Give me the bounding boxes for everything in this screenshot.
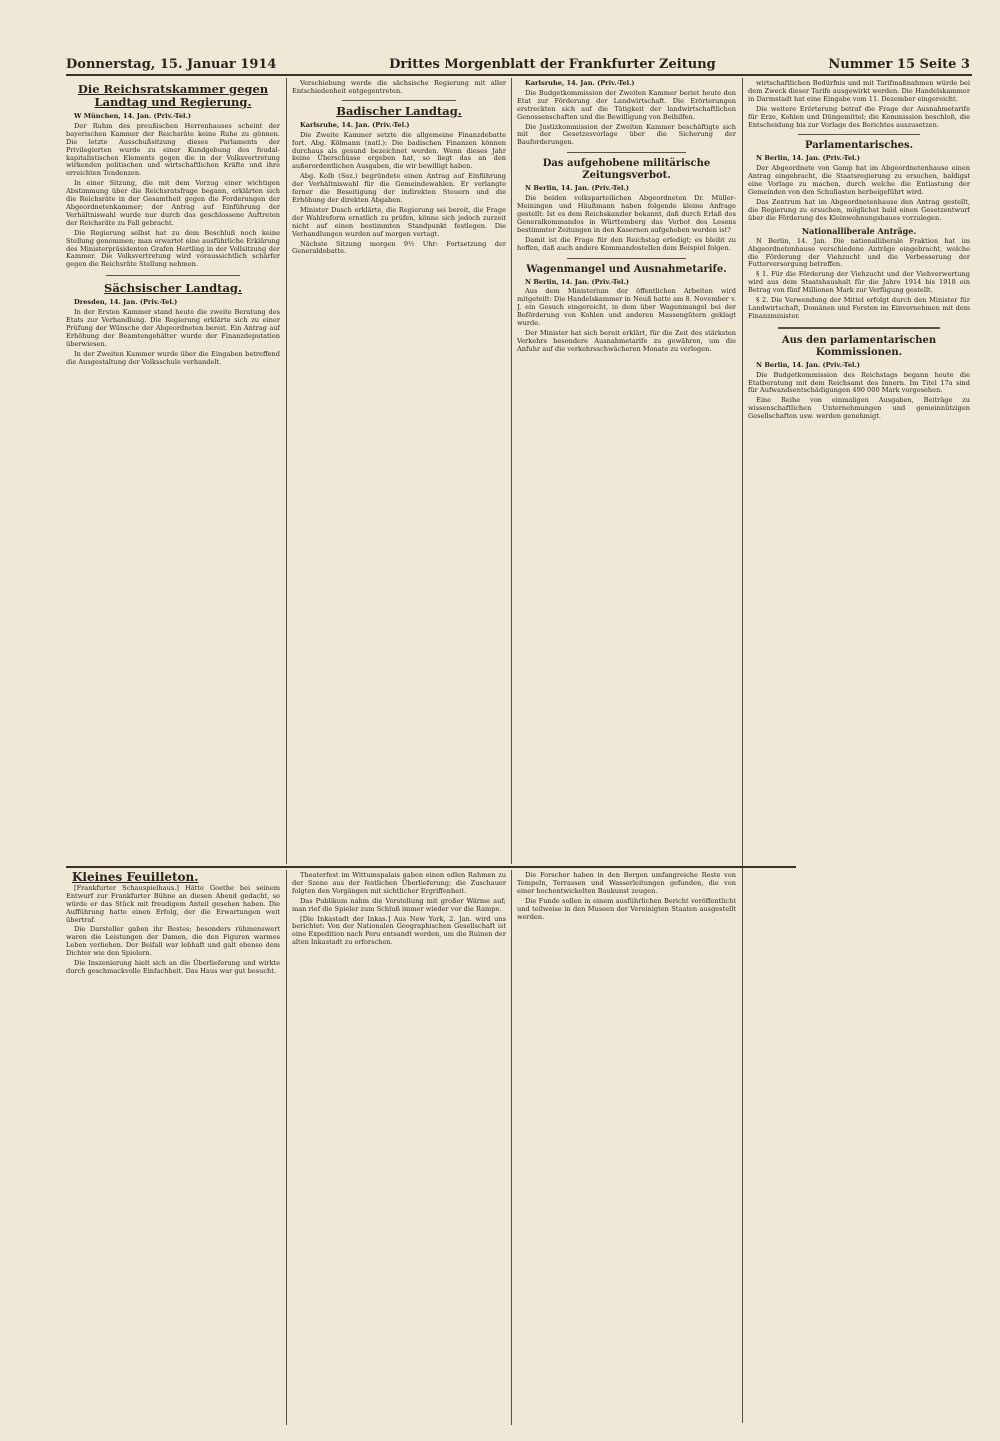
article-paragraph: Das Zentrum hat im Abgeordnetenhause den Antrag gestellt, die Regierung zu ersuchen, möglichst bald einen Gesetzentwurf über die Förderung des Kleinwohnungsbaues vorzulegen. — [748, 197, 970, 222]
section-rule — [567, 152, 686, 153]
column-4 — [748, 80, 970, 1425]
article-paragraph: Die Forscher haben in den Bergen umfangreiche Reste von Tempeln, Terrassen und Wasserleitungen gefunden, die von einer hochentwickelten Baukunst zeugen. — [517, 872, 736, 895]
article-title: Sächsischer Landtag. — [104, 281, 242, 296]
article-paragraph: Eine Reihe von einmaligen Ausgaben, Beiträge zu wissenschaftlichen Unternehmungen und gemeinnützigen Gesellschaften usw. werden genehmigt. — [748, 396, 970, 421]
article-paragraph: N Berlin, 14. Jan. Die nationalliberale Fraktion hat im Abgeordnetenhause verschiedene Anträge eingebracht, welche die Förderung der Viehzucht und die Verbesserung der Futterversorgung betreffen. — [748, 236, 970, 269]
article-paragraph: Die Darsteller gaben ihr Bestes; besonders rühmenswert waren die Leistungen der Damen, die den Figuren warmes Leben verliehen. Der Beifall war lebhaft und galt ebenso dem Dichter wie den Spielern. — [66, 925, 280, 958]
column-2 — [292, 80, 506, 864]
article-paragraph: Die Justizkommission der Zweiten Kammer beschäftigte sich mit der Gesetzesvorlage über die Sicherung der Bauforderungen. — [517, 122, 736, 147]
article-paragraph: Theaterfest im Wittumspalais gaben einen edlen Rahmen zu der Szene aus der festlichen Überlieferung; die Zuschauer folgten den Vorgängen mit sichtlicher Ergriffenheit. — [292, 872, 506, 895]
article-paragraph: wirtschaftlichen Bedürfnis und mit Tarifmaßnahmen würde bei dem Zweck dieser Tarife ausgewirkt werden. Die Handelskammer in Darmstadt hat eine Eingabe vom 11. Dezember eingereicht. — [748, 80, 970, 103]
article-paragraph: Verschiebung werde die sächsische Regierung mit aller Entschiedenheit entgegentreten. — [292, 80, 506, 95]
column-divider — [742, 78, 743, 1423]
article-paragraph: In einer Sitzung, die mit dem Vorzug einer wichtigen Abstimmung über die Reichsratsfrage begann, erklärten sich die Reichsräte in der Gesamtheit gegen die Forderungen der Abgeordnetenkammer; der Antrag auf Einführung der Verhältniswahl wurde nur durch das geschlossene Auftreten der Reichsräte zu Fall gebracht. — [66, 179, 280, 227]
article-paragraph: Die Zweite Kammer setzte die allgemeine Finanzdebatte fort. Abg. Kölmann (natl.): Die badischen Finanzen können durchaus als gesund bezeichnet werden. Wenn dieses Jahr keine Überschüsse ergeben hat, so liegt das an den außerordentlichen Ausgaben, die wir bewilligt haben. — [292, 130, 506, 171]
dateline: N Berlin, 14. Jan. (Priv.-Tel.) — [756, 360, 860, 369]
masthead — [66, 54, 970, 72]
article-paragraph: In der Ersten Kammer stand heute die zweite Beratung des Etats zur Verhandlung. Die Regierung erklärte sich zu einer Prüfung der Wünsche der Abgeordneten bereit. Ein Antrag auf Erhöhung der Beamtengehälter wurde der Finanzdeputation überwiesen. — [66, 308, 280, 348]
feuilleton-column-3 — [517, 872, 736, 1424]
issue-date: Donnerstag, 15. Januar 1914 — [66, 57, 277, 72]
section-rule — [567, 258, 686, 259]
column-3 — [517, 80, 736, 864]
article-title: Wagenmangel und Ausnahmetarife. — [526, 263, 727, 275]
article-paragraph: [Die Inkastadt der Inkas.] Aus New York, 2. Jan. wird uns berichtet: Von der Nationalen Geographischen Gesellschaft ist eine Expedition nach Peru entsandt worden, um die Ruinen der alten Inkastadt zu erforschen. — [292, 914, 506, 947]
article-paragraph: Der Minister hat sich bereit erklärt, für die Zeit des stärksten Verkehrs besondere Ausnahmetarife zu gewähren, um die Anfuhr auf die verkehrsschwächeren Monate zu verlegen. — [517, 328, 736, 353]
page-number: Nummer 15 Seite 3 — [828, 57, 970, 72]
article-paragraph: Der Abgeordnete von Gamp hat im Abgeordnetenhause einen Antrag eingebracht, die Staatsregierung zu ersuchen, baldigst eine Vorlage zu machen, durch welche die Entlastung der Gemeinden von den Schullasten herbeigeführt wird. — [748, 164, 970, 197]
article-paragraph: Abg. Kolb (Soz.) begründete einen Antrag auf Einführung der Verhältniswahl für die Gemeindewahlen. Er verlangte ferner die Beseitigung der indirekten Steuern und die Erhöhung der direkten Abgaben. — [292, 172, 506, 204]
article-paragraph: Die Budgetkommission der Zweiten Kammer beriet heute den Etat zur Förderung der Landwirtschaft. Die Erörterungen erstreckten sich auf die Tätigkeit der landwirtschaftlichen Genossenschaften und die Bewilligung von Beihilfen. — [517, 88, 736, 121]
subheading: Nationalliberale Anträge. — [801, 225, 917, 236]
article-paragraph: § 1. Für die Förderung der Viehzucht und der Viehverwertung wird aus dem Staatshaushalt für die Jahre 1914 bis 1918 ein Betrag von fünf Millionen Mark zur Verfügung gestellt. — [748, 270, 970, 295]
article-paragraph: Damit ist die Frage für den Reichstag erledigt; es bleibt zu hoffen, daß auch andere Kommandostellen dem Beispiel folgen. — [517, 235, 736, 252]
feuilleton-rule — [66, 866, 796, 868]
article-paragraph: Die Funde sollen in einem ausführlichen Bericht veröffentlicht und teilweise in den Museen der Vereinigten Staaten ausgestellt werden. — [517, 896, 736, 921]
section-rule — [798, 134, 920, 135]
dateline: Karlsruhe, 14. Jan. (Priv.-Tel.) — [300, 120, 410, 129]
article-title: Parlamentarisches. — [804, 140, 914, 152]
dateline: W München, 14. Jan. (Priv.-Tel.) — [74, 112, 191, 120]
column-1 — [66, 80, 280, 864]
article-paragraph: Der Ruhm des preußischen Herrenhauses scheint der bayerischen Kammer der Reichsräte keine Ruhe zu gönnen. Die letzte Ausschußsitzung dieses Parlaments der Privilegierten wurde zu einer Kundgebung des feudal-kapitalistischen Elements gegen die in der Volksvertretung wirkenden politischen und wirtschaftlichen Kräfte und ihre erreichten Tendenzen. — [66, 121, 280, 178]
article-paragraph: § 2. Die Verwendung der Mittel erfolgt durch den Minister für Landwirtschaft, Domänen und Forsten im Einvernehmen mit dem Finanzminister. — [748, 296, 970, 320]
paper-title: Drittes Morgenblatt der Frankfurter Zeitung — [389, 57, 716, 72]
column-divider — [286, 78, 287, 864]
dateline: Karlsruhe, 14. Jan. (Priv.-Tel.) — [525, 80, 635, 87]
feuilleton-column-1 — [66, 872, 280, 1424]
article-paragraph: Die Budgetkommission des Reichstags begann heute die Etatberatung mit dem Reichsamt des Innern. Im Titel 17a sind für Aufwandsentschädigungen 490 000 Mark vorgesehen. — [748, 370, 970, 395]
column-divider — [511, 870, 512, 1425]
feuilleton-title: Kleines Feuilleton. — [72, 872, 199, 884]
dateline: N Berlin, 14. Jan. (Priv.-Tel.) — [756, 154, 860, 163]
section-rule — [778, 327, 940, 329]
section-rule — [342, 100, 456, 101]
article-paragraph: Nächste Sitzung morgen 9½ Uhr: Fortsetzung der Generaldebatte. — [292, 239, 506, 256]
article-paragraph: Das Publikum nahm die Vorstellung mit großer Wärme auf; man rief die Spieler zum Schluß immer wieder vor die Rampe. — [292, 896, 506, 913]
article-paragraph: Minister Dusch erklärte, die Regierung sei bereit, die Frage der Wahlreform ernstlich zu prüfen, könne sich jedoch zurzeit nicht auf einen bestimmten Standpunkt festlegen. Die Verhandlungen wurden auf morgen vertagt. — [292, 205, 506, 238]
article-title: Das aufgehobene militärische Zeitungsverbot. — [542, 158, 711, 182]
article-paragraph: Die weitere Erörterung betraf die Frage der Ausnahmetarife für Erze, Kohlen und Düngemittel; die Kommission beschloß, die Entscheidung bis zur Vorlage des Berichtes auszusetzen. — [748, 104, 970, 129]
article-title: Aus den parlamentarischen Kommissionen. — [781, 334, 937, 358]
dateline: Dresden, 14. Jan. (Priv.-Tel.) — [74, 298, 178, 307]
dateline: N Berlin, 14. Jan. (Priv.-Tel.) — [525, 184, 629, 193]
dateline: N Berlin, 14. Jan. (Priv.-Tel.) — [525, 277, 629, 286]
article-paragraph: In der Zweiten Kammer wurde über die Eingaben betreffend die Ausgestaltung der Volksschule verhandelt. — [66, 349, 280, 366]
article-title: Badischer Landtag. — [336, 103, 462, 118]
feuilleton-column-2 — [292, 872, 506, 1424]
column-divider — [511, 78, 512, 864]
article-paragraph: Aus dem Ministerium der öffentlichen Arbeiten wird mitgeteilt: Die Handelskammer in Neuß hatte am 8. November v. J. ein Gesuch eingereicht, in dem über Wagenmangel bei der Beförderung von Kohlen und anderen Massengütern geklagt wurde. — [517, 287, 736, 328]
article-title: Die Reichsratskammer gegen Landtag und Regierung. — [77, 82, 269, 109]
article-paragraph: [Frankfurter Schauspielhaus.] Hätte Goethe bei seinem Entwurf zur Frankfurter Bühne an diesen Abend gedacht, so würde er das Stück mit freudigem Anteil gesehen haben. Die Aufführung hatte einen Erfolg, der die Erwartungen weit übertraf. — [66, 883, 280, 924]
section-rule — [106, 275, 240, 276]
article-paragraph: Die Regierung selbst hat zu dem Beschluß noch keine Stellung genommen; man erwartet eine ausführliche Erklärung des Ministerpräsidenten Grafen Hertling in der Vollsitzung der Kammer. Die Volksvertretung wird voraussichtlich schärfer gegen die Reichsräte Stellung nehmen. — [66, 228, 280, 269]
column-divider — [286, 870, 287, 1425]
article-paragraph: Die beiden volksparteilichen Abgeordneten Dr. Müller-Meiningen und Häußmann haben folgende kleine Anfrage gestellt: Ist es dem Reichskanzler bekannt, daß durch Erlaß des Generalkommandos in Württemberg das Verbot des Lesens bestimmter Zeitungen in den Kasernen aufgehoben worden ist? — [517, 194, 736, 234]
article-paragraph: Die Inszenierung hielt sich an die Überlieferung und wirkte durch geschmackvolle Einfachheit. Das Haus war gut besucht. — [66, 959, 280, 975]
masthead-rule — [66, 74, 972, 76]
